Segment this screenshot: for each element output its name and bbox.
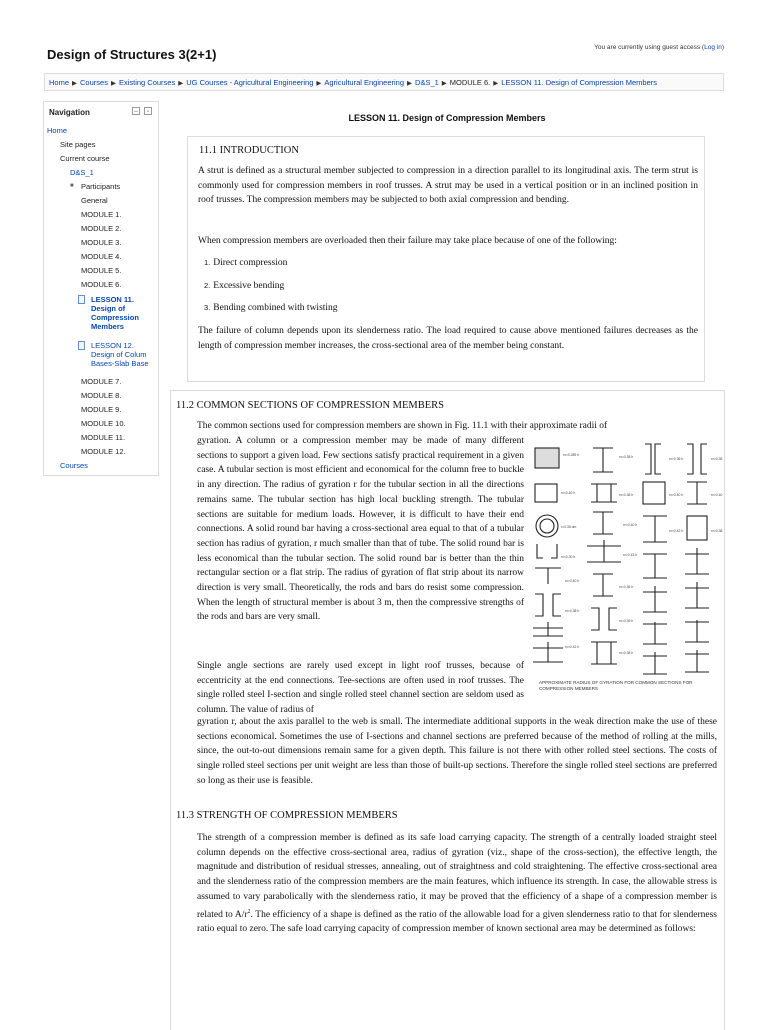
navigation-block <box>43 101 159 476</box>
nav-module-6[interactable]: MODULE 6. <box>81 280 122 289</box>
angle-sections-paragraph-cont: gyration r, about the axis parallel to the web is small. The intermediate additional supports in the weak direction make the use of these sections economical. Sometimes the use of I-sections and channel sections are preferred because of the method of rolling at the mills, since, the out-to-out dimensions remain same for a given depth. This failure is not there with other rolled steel sections. The costs of single rolled steel sections per unit weight are less than those of built-up sections. Therefore the single rolled steel sections are preferred so long as their use is feasible. <box>197 717 717 786</box>
svg-text:rx=0.43 h: rx=0.43 h <box>623 553 638 557</box>
sections-diagram <box>527 436 723 680</box>
nav-module-12[interactable]: MODULE 12. <box>81 447 126 456</box>
strength-heading: 11.3 STRENGTH OF COMPRESSION MEMBERS <box>176 810 398 821</box>
angle-sections-paragraph: Single angle sections are rarely used except in light roof trusses, because of eccentricity at the end connections. Tee-sections are often used in roof trusses. The single rolled steel I-section and single rolled steel channel section are seldom used as column. The value of radius of <box>197 661 524 716</box>
nav-module-9[interactable]: MODULE 9. <box>81 405 122 414</box>
svg-text:rx=0.42 h: rx=0.42 h <box>669 529 684 533</box>
login-prefix: You are currently using guest access ( <box>594 44 705 51</box>
svg-text:rx=0.40 h: rx=0.40 h <box>623 523 638 527</box>
svg-text:rx=0.38 h: rx=0.38 h <box>619 455 634 459</box>
breadcrumb-separator-icon: ▶ <box>110 80 116 87</box>
failure-intro-paragraph: When compression members are overloaded then their failure may take place because of one of the following: <box>198 236 617 246</box>
page-icon <box>78 341 85 350</box>
navigation-title: Navigation <box>49 108 90 117</box>
lesson-title: LESSON 11. Design of Compression Members <box>348 113 546 123</box>
breadcrumb-separator-icon: ▶ <box>407 80 413 87</box>
svg-text:rx=0.40 h: rx=0.40 h <box>669 493 684 497</box>
nav-participants[interactable]: Participants <box>81 182 121 191</box>
svg-text:rx=0.40 h: rx=0.40 h <box>565 579 580 583</box>
svg-text:rx=0.40 h: rx=0.40 h <box>561 491 576 495</box>
breadcrumb <box>44 73 724 91</box>
breadcrumb-lesson[interactable]: LESSON 11. Design of Compression Members <box>501 78 657 87</box>
introduction-paragraph: A strut is defined as a structural member subjected to compression in a direction parallel to its longitudinal axis. The term strut is commonly used for compression members in roof trusses. A strut may be used in a vertical position or in an inclined position in roof trusses. The compression members may be subjected to both axial compression and bending. <box>198 166 698 206</box>
nav-module-2[interactable]: MODULE 2. <box>81 224 122 233</box>
login-info <box>594 44 724 51</box>
collapse-icon[interactable]: – <box>132 107 140 115</box>
sections-paragraph-line1: The common sections used for compression members are shown in Fig. 11.1 with their approximate radii of <box>197 421 608 431</box>
site-title: Design of Structures 3(2+1) <box>47 47 217 62</box>
breadcrumb-existing-courses[interactable]: Existing Courses <box>118 78 176 87</box>
slenderness-paragraph: The failure of column depends upon its slenderness ratio. The load required to cause above mentioned failures decreases as the length of compression member increases, the cross-sectional area of the member being constant. <box>198 326 698 351</box>
introduction-heading: 11.1 INTRODUCTION <box>199 145 299 156</box>
svg-text:rx=0.289 h: rx=0.289 h <box>563 453 580 457</box>
svg-text:rx=0.42 h: rx=0.42 h <box>565 645 580 649</box>
svg-text:rx=0.36 h: rx=0.36 h <box>619 493 634 497</box>
figure-caption: APPROXIMATE RADIUS OF GYRATION FOR COMMON SECTIONS FOR COMPRESSION MEMBERS <box>539 680 693 691</box>
breadcrumb-separator-icon: ▶ <box>493 80 499 87</box>
svg-text:rx=0.30 b: rx=0.30 b <box>561 555 576 559</box>
nav-course[interactable]: D&S_1 <box>70 168 94 177</box>
svg-text:rx=0.38 h: rx=0.38 h <box>619 651 634 655</box>
svg-text:rx=0.38 h: rx=0.38 h <box>565 609 580 613</box>
nav-current-course[interactable]: Current course <box>60 154 110 163</box>
nav-module-1[interactable]: MODULE 1. <box>81 210 122 219</box>
breadcrumb-ug-courses[interactable]: UG Courses - Agricultural Engineering <box>186 78 314 87</box>
breadcrumb-separator-icon: ▶ <box>441 80 447 87</box>
nav-module-4[interactable]: MODULE 4. <box>81 252 122 261</box>
svg-text:rx=0.38: rx=0.38 <box>711 529 723 533</box>
breadcrumb-home[interactable]: Home <box>49 78 70 87</box>
nav-home[interactable]: Home <box>47 126 68 135</box>
svg-text:rx=0.39 h: rx=0.39 h <box>619 619 634 623</box>
breadcrumb-separator-icon: ▶ <box>178 80 184 87</box>
nav-module-11[interactable]: MODULE 11. <box>81 433 126 442</box>
sections-heading: 11.2 COMMON SECTIONS OF COMPRESSION MEMBERS <box>176 400 444 411</box>
strength-paragraph: The strength of a compression member is defined as its safe load carrying capacity. The strength of a centrally loaded straight steel column depends on the effective cross-sectional area, radius of gyration (viz., shape of the cross-section), the effective length, the magnitude and distribution of residual stresses, annealing, out of straightness and cold straightening. The effective cross-sectional area and the slenderness ratio of the compression members are the main features, which influence its strength. In case, the allowable stress is assumed to vary parabolically with the slenderness ratio, it may be proved that the efficiency of a shape of a compression member is related to $A/r^2$. The efficiency of a shape is defined as the ratio of the allowable load for a given slenderness ratio to that for slenderness ratio equal to zero. The safe load carrying capacity of compression member of known sectional area may be determined as follows: <box>197 833 717 935</box>
breadcrumb-separator-icon: ▶ <box>72 80 78 87</box>
nav-module-8[interactable]: MODULE 8. <box>81 391 122 400</box>
nav-lesson-12[interactable]: LESSON 12. Design of Colum Bases-Slab Base <box>91 341 149 368</box>
nav-site-pages[interactable]: Site pages <box>60 140 96 149</box>
login-suffix: ) <box>721 44 724 51</box>
svg-text:r=0.35 dm: r=0.35 dm <box>561 525 577 529</box>
breadcrumb-courses[interactable]: Courses <box>80 78 108 87</box>
svg-text:rx=0.40: rx=0.40 <box>711 493 723 497</box>
list-item: 1. Direct compression <box>204 258 288 268</box>
nav-module-7[interactable]: MODULE 7. <box>81 377 122 386</box>
login-link[interactable]: Log in <box>704 44 722 51</box>
svg-text:rx=0.35: rx=0.35 <box>711 457 723 461</box>
nav-module-10[interactable]: MODULE 10. <box>81 419 126 428</box>
svg-text:rx=0.36 h: rx=0.36 h <box>669 457 684 461</box>
breadcrumb-separator-icon: ▶ <box>316 80 322 87</box>
figure-compression-sections <box>527 436 723 698</box>
nav-module-5[interactable]: MODULE 5. <box>81 266 122 275</box>
nav-courses[interactable]: Courses <box>60 461 88 470</box>
nav-general[interactable]: General <box>81 196 108 205</box>
nav-module-3[interactable]: MODULE 3. <box>81 238 122 247</box>
bullet-icon: ■ <box>70 183 74 189</box>
page-icon <box>78 295 85 304</box>
breadcrumb-module: MODULE 6. <box>449 78 491 87</box>
nav-lesson-11[interactable]: LESSON 11. Design of Compression Members <box>91 295 139 331</box>
list-item: 3. Bending combined with twisting <box>204 303 338 313</box>
svg-text:rx=0.36 h: rx=0.36 h <box>619 585 634 589</box>
breadcrumb-agricultural-engineering[interactable]: Agricultural Engineering <box>324 78 405 87</box>
sections-paragraph: gyration. A column or a compression member may be made of many different sections to support a given load. Few sections satisfy practical requirement in a given case. A tubular section is most efficient and economical for the column free to buckle in any direction. The radius of gyration r for the tubular section in all the directions remains same. The tubular section has high local buckling strength. The tubular sections are suitable for medium loads. However, it is difficult to have their end connections. A solid round bar having a cross-sectional area equal to that of a tubular section has radius of gyration, r much smaller than that of tube. The solid round bar is less economical than the tubular section. The solid round bar is better than the thin rectangular section or a flat strip. The radius of gyration of flat strip about its narrow direction is very small. Theoretically, the rods and bars do resist some compression. When the length of structural member is about 3 m, then the compressive strengths of the rods and bars are very small. <box>197 436 524 623</box>
dock-icon[interactable]: ▫ <box>144 107 152 115</box>
breadcrumb-course[interactable]: D&S_1 <box>415 78 439 87</box>
list-item: 2. Excessive bending <box>204 281 285 291</box>
